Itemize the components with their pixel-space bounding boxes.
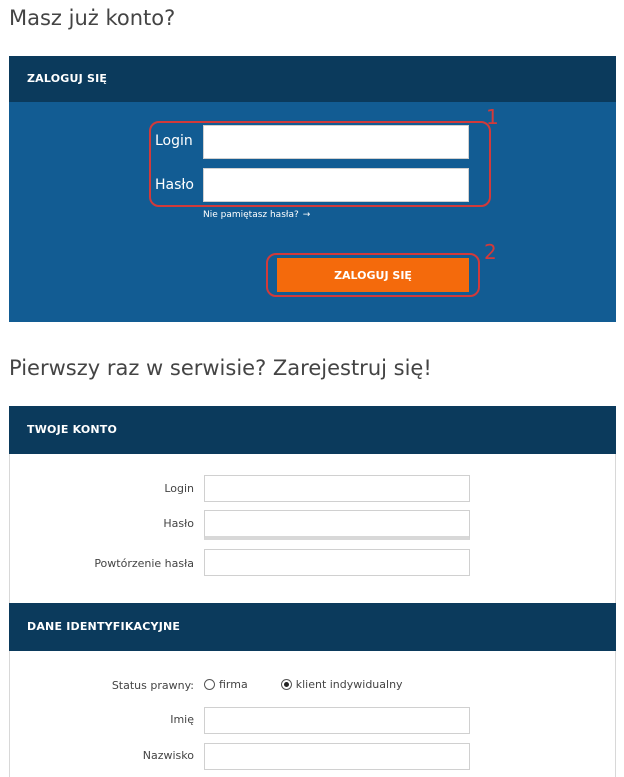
status-option-firma-label: firma	[219, 678, 248, 691]
reg-login-label: Login	[164, 482, 194, 495]
login-button[interactable]: ZALOGUJ SIĘ	[277, 258, 469, 292]
last-name-label: Nazwisko	[142, 749, 194, 762]
login-label: Login	[155, 133, 193, 149]
last-name-input[interactable]	[204, 743, 470, 770]
status-radio-group	[204, 678, 403, 691]
reg-login-input[interactable]	[204, 475, 470, 502]
radio-unchecked-icon[interactable]	[204, 679, 215, 690]
radio-checked-icon[interactable]	[281, 679, 292, 690]
status-option-individual[interactable]	[281, 678, 403, 691]
status-label: Status prawny:	[111, 679, 194, 692]
arrow-right-icon: →	[302, 210, 311, 220]
reg-password-repeat-label: Powtórzenie hasła	[94, 557, 194, 570]
login-panel	[9, 56, 616, 322]
reg-password-input[interactable]	[204, 510, 470, 540]
reg-password-repeat-input[interactable]	[204, 549, 470, 576]
identity-panel-title: DANE IDENTYFIKACYJNE	[27, 620, 181, 633]
identity-panel-header	[9, 603, 616, 651]
status-option-firma[interactable]	[204, 678, 248, 691]
first-name-label: Imię	[170, 713, 194, 726]
annotation-number-1: 1	[486, 105, 499, 129]
account-panel-title: TWOJE KONTO	[27, 423, 118, 436]
login-heading: Masz już konto?	[9, 6, 176, 30]
forgot-password-text: Nie pamiętasz hasła?	[203, 210, 299, 220]
password-label: Hasło	[155, 177, 194, 193]
login-panel-title: ZALOGUJ SIĘ	[27, 72, 108, 85]
annotation-box-1	[149, 121, 491, 207]
reg-password-label: Hasło	[163, 517, 194, 530]
status-option-individual-label: klient indywidualny	[295, 678, 403, 691]
annotation-number-2: 2	[484, 240, 497, 264]
login-panel-header	[9, 56, 616, 102]
first-name-input[interactable]	[204, 707, 470, 734]
account-panel-header	[9, 406, 616, 454]
annotation-box-2	[266, 253, 480, 297]
register-heading: Pierwszy raz w serwisie? Zarejestruj się!	[9, 356, 432, 380]
forgot-password-link[interactable]	[203, 210, 310, 220]
